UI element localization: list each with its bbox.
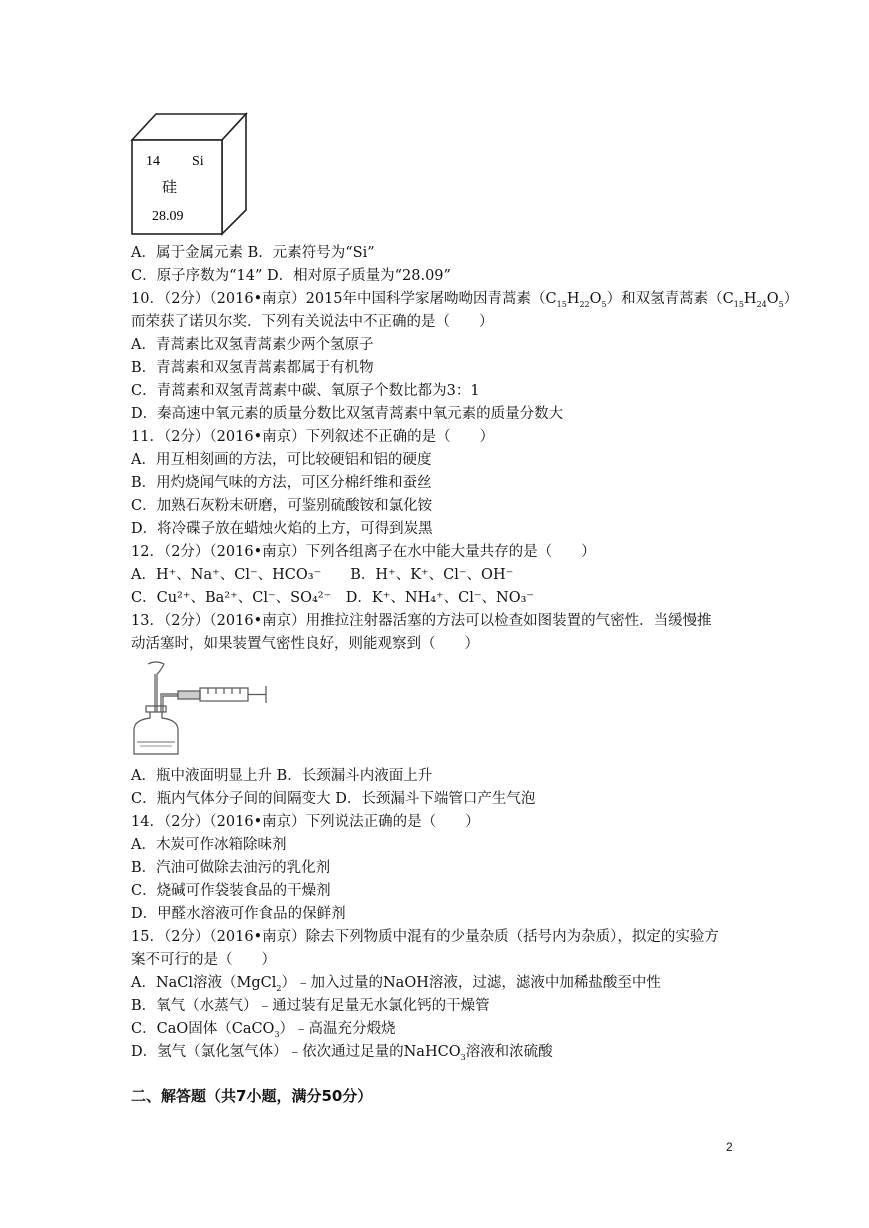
q14-option-a: A．木炭可作冰箱除味剂 [131, 837, 287, 853]
q11-option-b: B．用灼烧闻气味的方法，可区分棉纤维和蚕丝 [131, 475, 432, 491]
section-title: 二、解答题（共7小题，满分50分） [131, 1087, 373, 1105]
airtightness-apparatus-figure [128, 660, 273, 758]
q11-option-c: C．加熟石灰粉末研磨，可鉴别硫酸铵和氯化铵 [131, 498, 433, 514]
q11-option-d: D．将冷碟子放在蜡烛火焰的上方，可得到炭黑 [131, 521, 433, 537]
q11-stem: 11．（2分）（2016•南京）下列叙述不正确的是（ ） [131, 429, 495, 445]
q10-option-d: D．秦高速中氧元素的质量分数比双氢青蒿素中氧元素的质量分数大 [131, 406, 564, 422]
q12-stem: 12．（2分）（2016•南京）下列各组离子在水中能大量共存的是（ ） [131, 544, 596, 560]
q13-option-cd: C．瓶内气体分子间的间隔变大 D．长颈漏斗下端管口产生气泡 [131, 791, 536, 807]
silicon-element-card-figure [128, 112, 250, 236]
q15-option-a: A．NaCl溶液（MgCl$_2$）﹣加入过量的NaOH溶液，过滤，滤液中加稀盐酸至中性 [131, 975, 661, 993]
page-number: 2 [726, 1140, 733, 1154]
q12-option-cd [131, 588, 534, 608]
element-name: 硅 [162, 178, 178, 196]
q15-option-d: D．氢气（氯化氢气体）﹣依次通过足量的NaHCO$_3$溶液和浓硫酸 [131, 1044, 553, 1062]
q15-option-c: C．CaO固体（CaCO$_3$）﹣高温充分煅烧 [131, 1021, 396, 1039]
q9-option-ab: A．属于金属元素 B．元素符号为“Si” [131, 245, 375, 261]
q10-stem-line2: 而荣获了诺贝尔奖．下列有关说法中不正确的是（ ） [131, 314, 494, 330]
q13-option-ab: A．瓶中液面明显上升 B．长颈漏斗内液面上升 [131, 768, 433, 784]
q12-option-b: B．H⁺、K⁺、Cl⁻、OH⁻ [350, 567, 514, 583]
q14-option-d: D．甲醛水溶液可作食品的保鲜剂 [131, 906, 346, 922]
q10-option-c: C．青蒿素和双氢青蒿素中碳、氧原子个数比都为3：1 [131, 383, 480, 399]
q12-option-ab [131, 565, 513, 585]
element-mass: 28.09 [152, 209, 184, 224]
element-number: 14 [146, 154, 160, 169]
q13-stem-line2: 动活塞时，如果装置气密性良好，则能观察到（ ） [131, 636, 479, 652]
q14-stem: 14．（2分）（2016•南京）下列说法正确的是（ ） [131, 814, 480, 830]
q13-stem-line1: 13．（2分）（2016•南京）用推拉注射器活塞的方法可以检查如图装置的气密性．当缓慢推 [131, 613, 712, 629]
q10-option-b: B．青蒿素和双氢青蒿素都属于有机物 [131, 360, 374, 376]
q15-stem-line2: 案不可行的是（ ） [131, 952, 276, 968]
q12-option-a: A．H⁺、Na⁺、Cl⁻、HCO₃⁻ [131, 567, 322, 583]
q12-option-c: C．Cu²⁺、Ba²⁺、Cl⁻、SO₄²⁻ [131, 590, 332, 606]
q10-option-a: A．青蒿素比双氢青蒿素少两个氢原子 [131, 337, 374, 353]
q14-option-c: C．烧碱可作袋装食品的干燥剂 [131, 883, 331, 899]
element-symbol: Si [192, 154, 204, 169]
q11-option-a: A．用互相刻画的方法，可比较硬铝和铝的硬度 [131, 452, 432, 468]
q15-option-b: B．氧气（水蒸气）﹣通过装有足量无水氯化钙的干燥管 [131, 998, 490, 1014]
q9-option-cd: C．原子序数为“14” D．相对原子质量为“28.09” [131, 268, 451, 284]
q12-option-d: D．K⁺、NH₄⁺、Cl⁻、NO₃⁻ [345, 590, 535, 606]
q15-stem-line1: 15．（2分）（2016•南京）除去下列物质中混有的少量杂质（括号内为杂质），拟定的实验方 [131, 929, 719, 945]
q14-option-b: B．汽油可做除去油污的乳化剂 [131, 860, 331, 876]
q10-stem-line1: 10．（2分）（2016•南京）2015年中国科学家屠呦呦因青蒿素$(C_{15}H_{22}O_5)$和双氢青蒿素$(C_{15}H_{24}O_5)$ [131, 291, 799, 309]
